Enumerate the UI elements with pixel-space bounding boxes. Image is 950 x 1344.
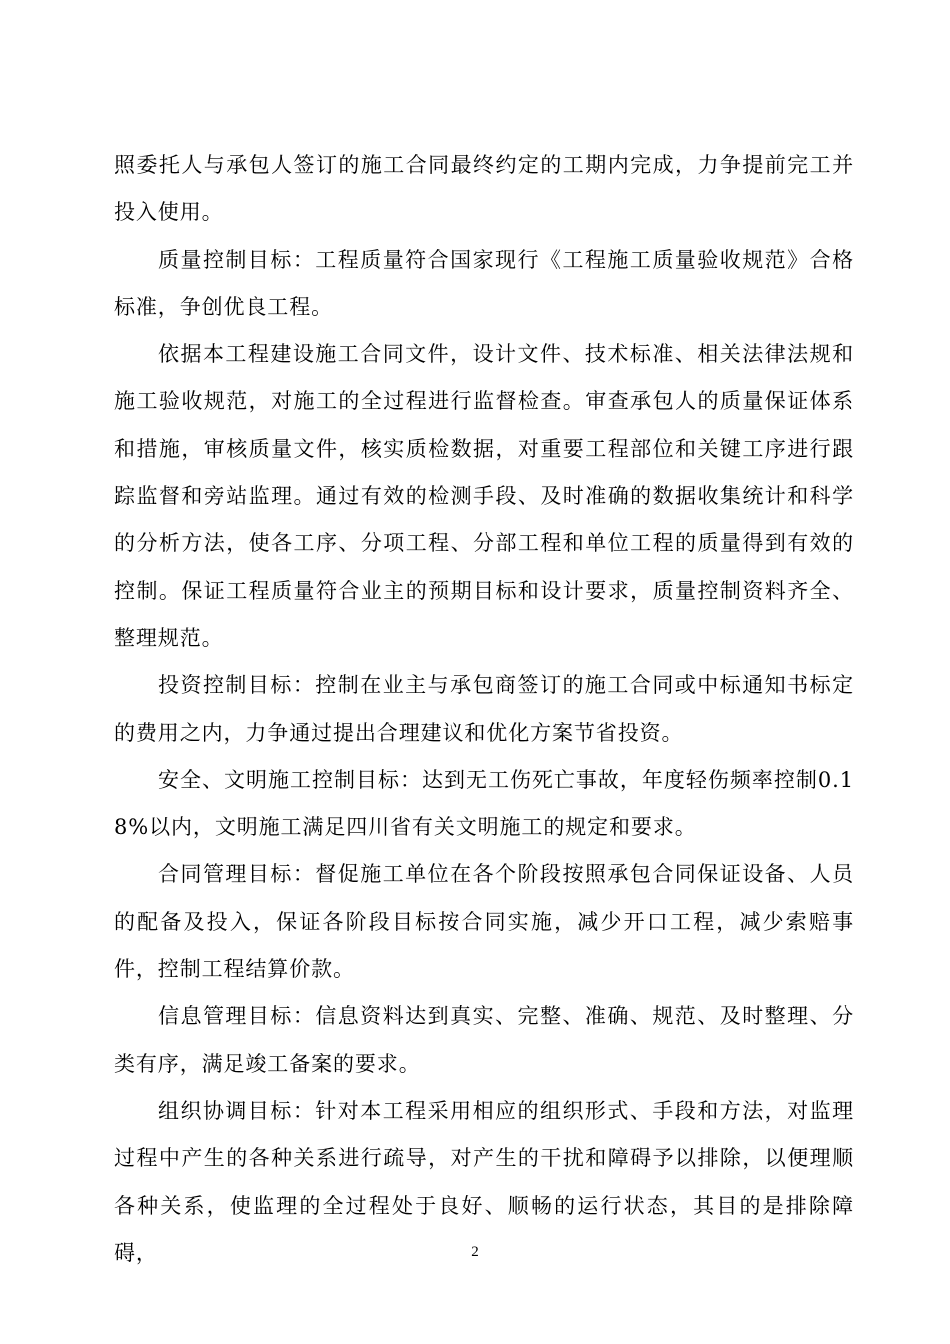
paragraph-information-target: 信息管理目标：信息资料达到真实、完整、准确、规范、及时整理、分类有序，满足竣工备案的要求。 bbox=[114, 1004, 854, 1076]
body-text bbox=[114, 142, 854, 1277]
paragraph-quality-target: 质量控制目标：工程质量符合国家现行《工程施工质量验收规范》合格标准，争创优良工程。 bbox=[114, 247, 854, 319]
page-number: 2 bbox=[471, 1244, 479, 1260]
paragraph-continuation: 照委托人与承包人签订的施工合同最终约定的工期内完成，力争提前完工并投入使用。 bbox=[114, 153, 854, 225]
paragraph-coordination-target: 组织协调目标：针对本工程采用相应的组织形式、手段和方法，对监理过程中产生的各种关系进行疏导，对产生的干扰和障碍予以排除，以便理顺各种关系，使监理的全过程处于良好、顺畅的运行状态，其目的是排除障碍， bbox=[114, 1098, 854, 1265]
paragraph-investment-target: 投资控制目标：控制在业主与承包商签订的施工合同或中标通知书标定的费用之内，力争通过提出合理建议和优化方案节省投资。 bbox=[114, 673, 854, 745]
paragraph-safety-target: 安全、文明施工控制目标：达到无工伤死亡事故，年度轻伤频率控制0.18%以内，文明施工满足四川省有关文明施工的规定和要求。 bbox=[114, 767, 854, 840]
paragraph-contract-target: 合同管理目标：督促施工单位在各个阶段按照承包合同保证设备、人员的配备及投入，保证各阶段目标按合同实施，减少开口工程，减少索赔事件，控制工程结算价款。 bbox=[114, 862, 854, 982]
paragraph-quality-control: 依据本工程建设施工合同文件，设计文件、技术标准、相关法律法规和施工验收规范，对施工的全过程进行监督检查。审查承包人的质量保证体系和措施，审核质量文件，核实质检数据，对重要工程部位和关键工序进行跟踪监督和旁站监理。通过有效的检测手段、及时准确的数据收集统计和科学的分析方法，使各工序、分项工程、分部工程和单位工程的质量得到有效的控制。保证工程质量符合业主的预期目标和设计要求，质量控制资料齐全、整理规范。 bbox=[114, 342, 854, 650]
